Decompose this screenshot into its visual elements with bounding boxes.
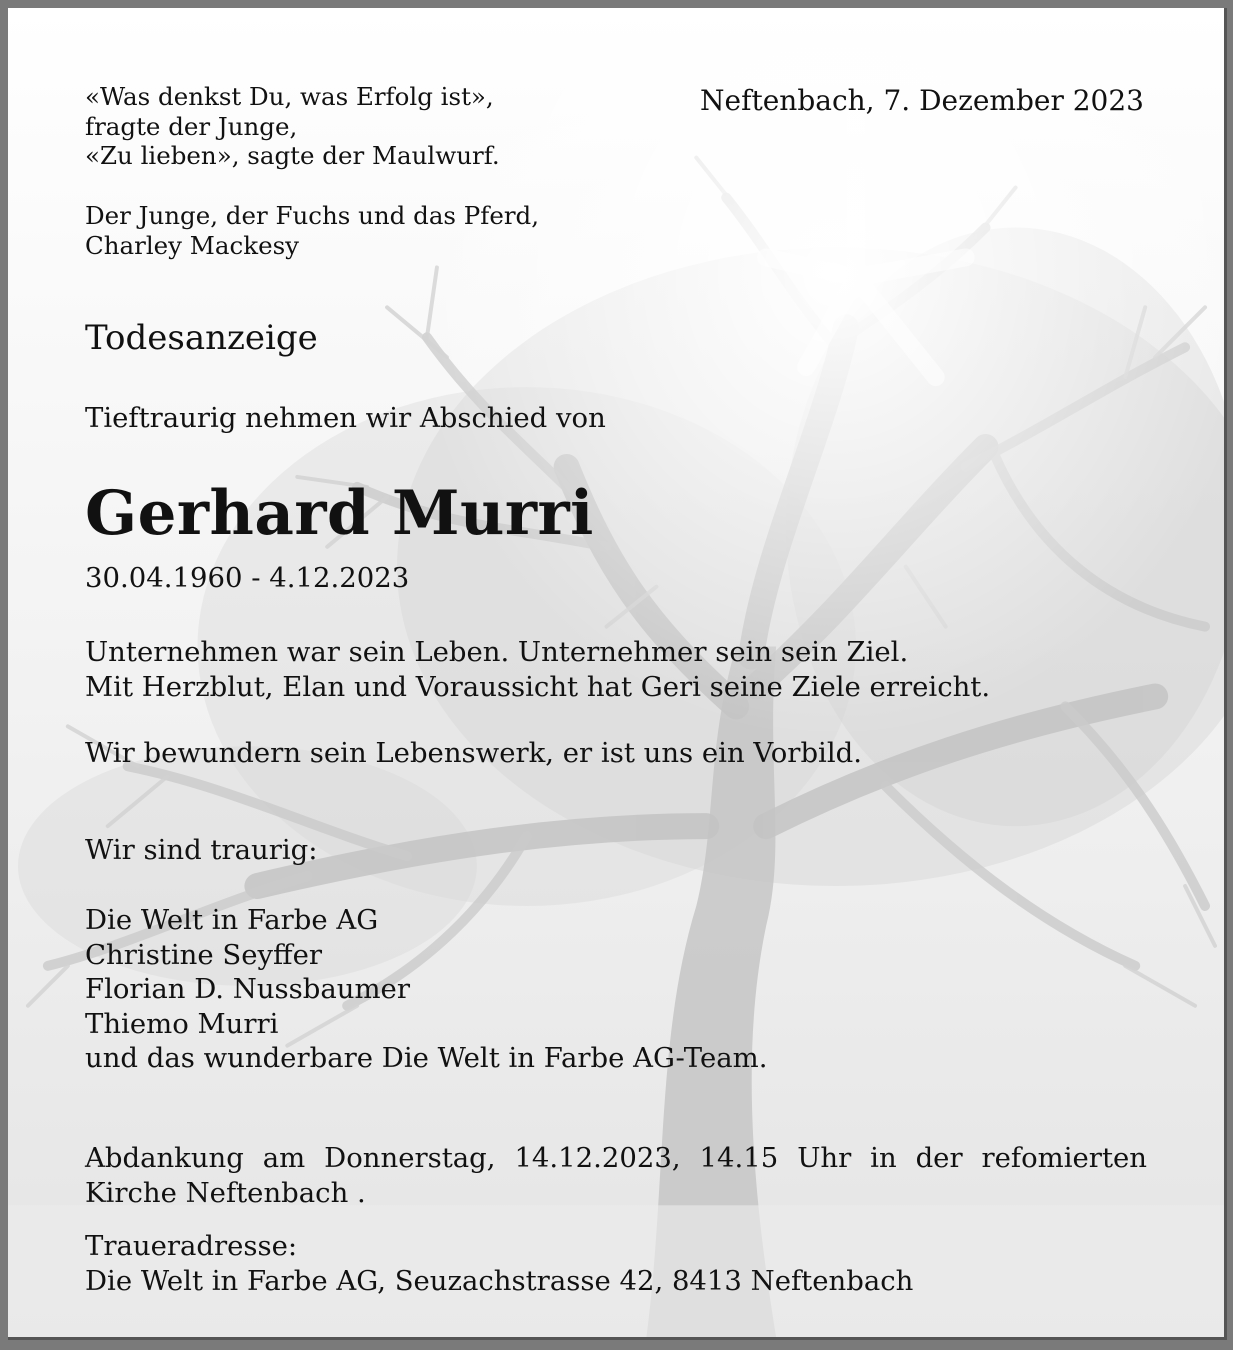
mourner-name: Florian D. Nussbaumer (85, 973, 410, 1005)
mourner-name: Thiemo Murri (85, 1007, 279, 1040)
quote-source (85, 201, 539, 260)
address-label: Traueradresse: (85, 1230, 298, 1262)
mourner-name: und das wunderbare Die Welt in Farbe AG-Team. (85, 1042, 768, 1074)
mourners-list (85, 903, 767, 1076)
quote-line: «Was denkst Du, was Erfolg ist», (85, 82, 494, 111)
tribute-text (85, 635, 990, 704)
farewell-intro: Tieftraurig nehmen wir Abschied von (85, 402, 606, 434)
admiration-text: Wir bewundern sein Lebenswerk, er ist uns ein Vorbild. (85, 737, 862, 769)
mourners-intro: Wir sind traurig: (85, 834, 318, 866)
mourner-name: Die Welt in Farbe AG (85, 904, 379, 936)
deceased-name: Gerhard Murri (85, 478, 594, 549)
tribute-line: Mit Herzblut, Elan und Voraussicht hat Geri seine Ziele erreicht. (85, 670, 991, 703)
quote-line: fragte der Junge, (85, 111, 298, 141)
quote-source-line: Der Junge, der Fuchs und das Pferd, (85, 201, 540, 230)
ceremony-line: Kirche Neftenbach . (85, 1176, 366, 1209)
quote-source-line: Charley Mackesy (85, 230, 299, 260)
quote-line: «Zu lieben», sagte der Maulwurf. (85, 141, 500, 170)
place-and-date: Neftenbach, 7. Dezember 2023 (700, 84, 1144, 117)
ceremony-line: Abdankung am Donnerstag, 14.12.2023, 14.15 Uhr in der refomierten (85, 1142, 1147, 1174)
epigraph-quote (85, 82, 500, 171)
mourner-name: Christine Seyffer (85, 938, 322, 971)
life-dates: 30.04.1960 - 4.12.2023 (85, 562, 410, 594)
funeral-ceremony-info (85, 1141, 1147, 1210)
notice-heading: Todesanzeige (85, 318, 318, 358)
tribute-line: Unternehmen war sein Leben. Unternehmer sein sein Ziel. (85, 636, 909, 668)
address-line: Die Welt in Farbe AG, Seuzachstrasse 42, 8413 Neftenbach (85, 1264, 914, 1297)
obituary-notice (8, 8, 1227, 1340)
mourning-address (85, 1229, 913, 1298)
